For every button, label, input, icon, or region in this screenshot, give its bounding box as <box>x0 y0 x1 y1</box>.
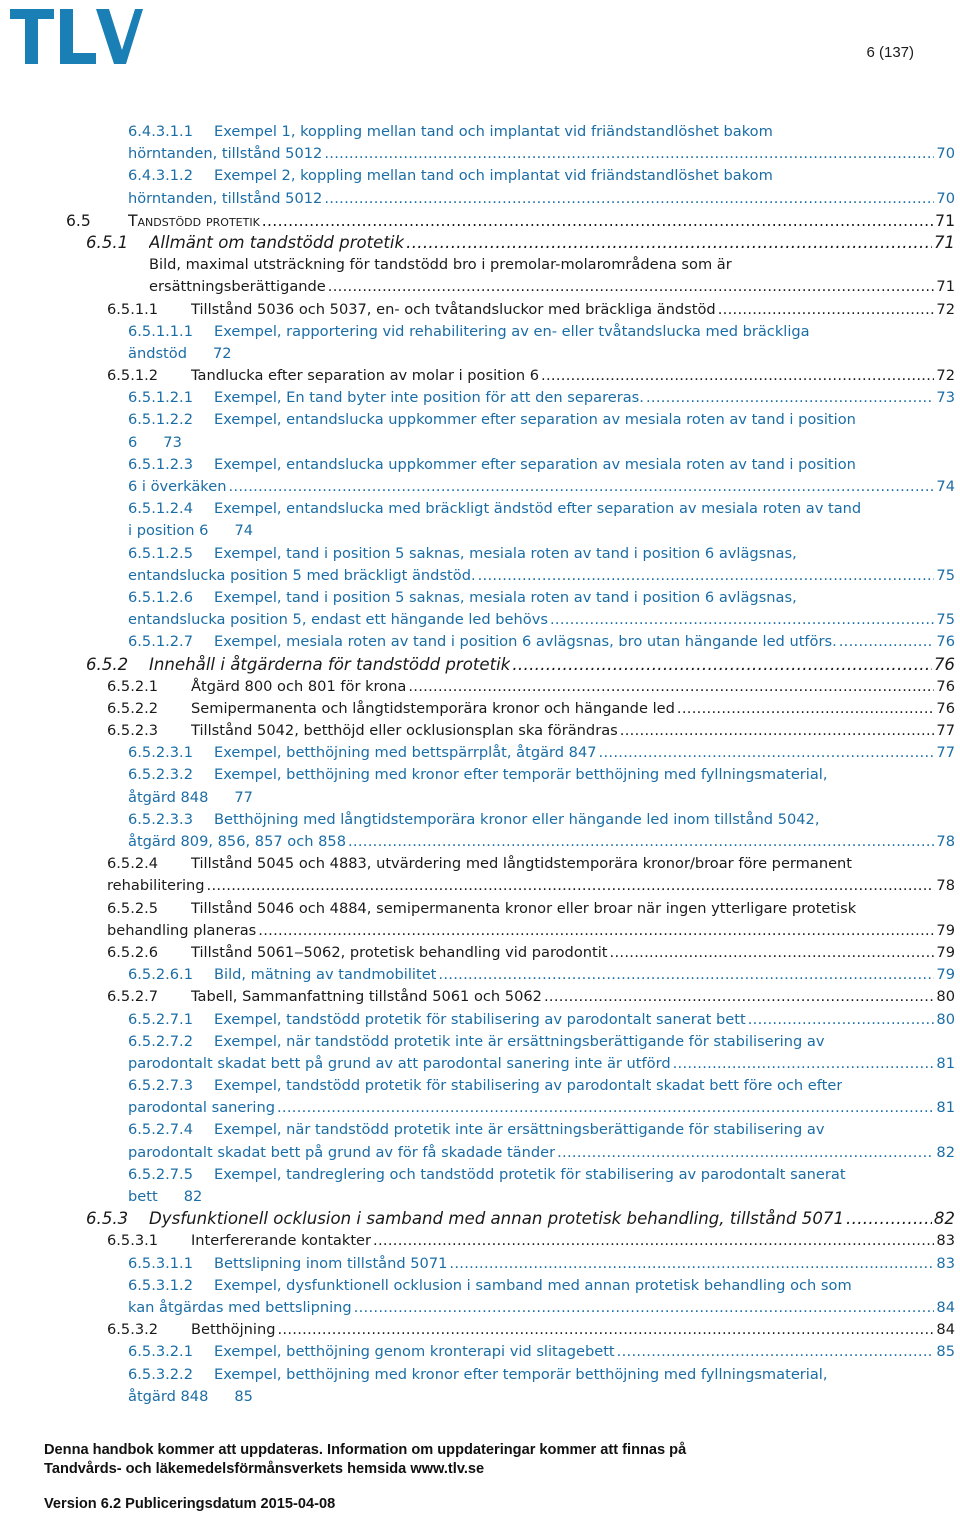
toc-entry-title: Exempel, mesiala roten av tand i position 6 avlägsnas, bro utan hängande led utförs. <box>214 633 837 651</box>
toc-entry[interactable] <box>0 254 960 276</box>
toc-entry-page: 74 <box>234 522 254 540</box>
toc-dot-leader <box>354 1297 935 1319</box>
toc-entry-page: 82 <box>936 1143 955 1161</box>
toc-entry-title: Exempel, tand i position 5 saknas, mesiala roten av tand i position 6 avlägsnas, <box>214 588 797 606</box>
toc-entry-title: Tillstånd 5042, betthöjd eller ocklusionsplan ska förändras <box>191 722 618 740</box>
toc-entry-page: 70 <box>936 145 955 163</box>
toc-entry[interactable] <box>0 676 960 698</box>
toc-entry-title-continued: 6 <box>128 433 138 451</box>
toc-entry-title: Exempel, tand i position 5 saknas, mesiala roten av tand i position 6 avlägsnas, <box>214 544 797 562</box>
toc-entry-title-continued: ersättningsberättigande <box>149 278 326 296</box>
toc-entry-continuation[interactable] <box>0 1386 960 1408</box>
toc-entry-number: 6.5.1.2.4 <box>128 500 193 518</box>
toc-entry-title-continued: hörntanden, tillstånd 5012 <box>128 189 323 207</box>
toc-entry-number: 6.5.2.6 <box>107 943 159 961</box>
toc-dot-leader <box>449 1253 934 1275</box>
toc-dot-leader <box>478 565 935 587</box>
toc-entry-page: 70 <box>936 189 955 207</box>
toc-entry-page: 82 <box>933 1209 955 1229</box>
toc-entry-number: 6.5.3.2 <box>107 1321 159 1339</box>
toc-dot-leader <box>599 742 935 764</box>
toc-entry-page: 75 <box>936 566 955 584</box>
toc-entry-title: Exempel, betthöjning med kronor efter temporär betthöjning med fyllningsmaterial, <box>214 1365 828 1383</box>
toc-entry-title: Exempel 1, koppling mellan tand och implantat vid friändstandlöshet bakom <box>214 123 773 140</box>
toc-entry[interactable] <box>0 498 960 520</box>
toc-entry-number: 6.5.2.3.2 <box>128 766 193 784</box>
toc-entry-title-continued: i position 6 <box>128 522 209 540</box>
tlv-logo <box>8 6 144 66</box>
toc-entry[interactable] <box>0 698 960 720</box>
toc-entry-continuation[interactable] <box>0 831 960 853</box>
toc-entry-title: Innehåll i åtgärderna för tandstödd protetik <box>149 654 511 674</box>
toc-dot-leader <box>748 1009 935 1031</box>
toc-dot-leader <box>620 720 935 742</box>
update-notice-line-1: Denna handbok kommer att uppdateras. Information om uppdateringar kommer att finnas på <box>44 1442 687 1458</box>
toc-entry-title: Tandstödd protetik <box>128 211 260 230</box>
toc-dot-leader <box>373 1230 934 1252</box>
toc-dot-leader <box>544 986 934 1008</box>
toc-entry-title-continued: bett <box>128 1188 158 1205</box>
toc-entry[interactable] <box>0 1031 960 1053</box>
toc-entry-page: 79 <box>936 966 955 984</box>
toc-entry-title: Bild, maximal utsträckning för tandstödd bro i premolar-molarområdena som är <box>149 256 732 274</box>
toc-entry-continuation[interactable] <box>0 875 960 897</box>
toc-entry-page: 83 <box>936 1254 955 1272</box>
toc-entry-title-continued: rehabilitering <box>107 877 205 895</box>
toc-entry[interactable] <box>0 587 960 609</box>
toc-entry-title-continued: parodontal sanering <box>128 1099 275 1117</box>
toc-dot-leader <box>324 188 934 210</box>
toc-dot-leader <box>610 942 935 964</box>
toc-entry-number: 6.5.2.7.3 <box>128 1077 193 1095</box>
toc-entry[interactable] <box>0 1319 960 1341</box>
toc-entry-title: Exempel, när tandstödd protetik inte är ersättningsberättigande för stabilisering av <box>214 1032 825 1050</box>
toc-entry-title: Bild, mätning av tandmobilitet <box>214 966 437 984</box>
toc-entry-title-continued: parodontalt skadat bett på grund av för få skadade tänder <box>128 1143 556 1161</box>
toc-entry[interactable] <box>0 1009 960 1031</box>
toc-entry[interactable] <box>0 898 960 920</box>
toc-entry-title-continued: åtgärd 809, 856, 857 och 858 <box>128 833 346 850</box>
toc-dot-leader <box>328 276 935 298</box>
toc-entry-number: 6.5.2.7.1 <box>128 1010 193 1028</box>
toc-entry-page: 81 <box>936 1054 955 1072</box>
toc-entry[interactable] <box>0 210 960 232</box>
toc-entry-page: 72 <box>936 367 955 385</box>
toc-entry[interactable] <box>0 631 960 653</box>
toc-entry-title: Tillstånd 5046 och 4884, semipermanenta kronor eller broar när ingen ytterligare protetisk <box>191 899 857 917</box>
toc-entry-continuation[interactable] <box>0 343 960 365</box>
toc-entry-title: Dysfunktionell ocklusion i samband med annan protetisk behandling, tillstånd 5071 <box>149 1209 845 1229</box>
toc-entry-number: 6.5.3.1.1 <box>128 1254 193 1272</box>
toc-entry-title: Exempel 2, koppling mellan tand och implantat vid friändstandlöshet bakom <box>214 167 773 185</box>
toc-dot-leader <box>408 676 934 698</box>
toc-entry-number: 6.4.3.1.1 <box>128 123 193 140</box>
toc-entry-page: 76 <box>933 654 955 674</box>
toc-entry-number: 6.5.1.2.5 <box>128 544 193 562</box>
toc-entry[interactable] <box>0 986 960 1008</box>
toc-dot-leader <box>512 654 932 676</box>
toc-entry-continuation[interactable] <box>0 565 960 587</box>
toc-entry[interactable] <box>0 121 960 143</box>
toc-dot-leader <box>207 875 935 897</box>
toc-entry-title: Tillstånd 5036 och 5037, en- och tvåtandsluckor med bräckliga ändstöd <box>191 300 716 318</box>
toc-entry-title: Tandlucka efter separation av molar i position 6 <box>191 367 540 385</box>
toc-entry[interactable] <box>0 942 960 964</box>
toc-entry-title-continued: hörntanden, tillstånd 5012 <box>128 145 323 163</box>
toc-entry-continuation[interactable] <box>0 609 960 631</box>
toc-entry[interactable] <box>0 165 960 187</box>
toc-entry-page: 77 <box>936 744 955 762</box>
toc-entry[interactable] <box>0 720 960 742</box>
toc-entry-title: Tillstånd 5045 och 4883, utvärdering med långtidstemporära kronor/broar före permanent <box>191 855 853 873</box>
toc-entry-title: Betthöjning med långtidstemporära kronor eller hängande led inom tillstånd 5042, <box>214 810 820 828</box>
toc-entry[interactable] <box>0 1364 960 1386</box>
toc-entry-title: Åtgärd 800 och 801 för krona <box>191 677 407 695</box>
toc-entry-page: 76 <box>936 677 955 695</box>
toc-entry-title: Exempel, dysfunktionell ocklusion i samband med annan protetisk behandling och som <box>214 1276 852 1294</box>
toc-entry-number: 6.5.2.2 <box>107 699 159 717</box>
toc-entry-number: 6.5.2.3.3 <box>128 810 193 828</box>
toc-entry-page: 77 <box>234 788 253 806</box>
table-of-contents <box>0 121 960 1408</box>
toc-entry-number: 6.5.3.2.1 <box>128 1343 193 1361</box>
toc-dot-leader <box>718 299 935 321</box>
toc-entry-number: 6.5.2 <box>86 654 129 674</box>
toc-dot-leader <box>677 698 935 720</box>
toc-entry-title: Exempel, entandslucka uppkommer efter separation av mesiala roten av tand i position <box>214 455 856 473</box>
toc-entry-page: 80 <box>936 988 955 1006</box>
toc-entry[interactable] <box>0 409 960 431</box>
toc-entry-page: 83 <box>936 1232 955 1250</box>
toc-entry-continuation[interactable] <box>0 276 960 298</box>
toc-entry[interactable] <box>0 232 960 254</box>
toc-entry-number: 6.5.2.5 <box>107 899 159 917</box>
toc-entry-title-continued: 6 i överkäken <box>128 478 227 495</box>
toc-entry-number: 6.5.3.2.2 <box>128 1365 193 1383</box>
toc-entry-number: 6.5.2.7.5 <box>128 1165 193 1183</box>
toc-entry-page: 78 <box>936 877 955 895</box>
toc-entry-continuation[interactable] <box>0 143 960 165</box>
toc-entry-page: 81 <box>936 1099 955 1117</box>
toc-entry-number: 6.5.3 <box>86 1209 129 1229</box>
toc-entry-title: Exempel, betthöjning med bettspärrplåt, åtgärd 847 <box>214 744 597 762</box>
toc-dot-leader <box>348 831 934 853</box>
toc-entry[interactable] <box>0 321 960 343</box>
toc-entry-continuation[interactable] <box>0 787 960 809</box>
toc-entry[interactable] <box>0 764 960 786</box>
toc-entry-number: 6.5.1.2.7 <box>128 633 193 651</box>
toc-entry-title-continued: kan åtgärdas med bettslipning <box>128 1298 352 1316</box>
toc-entry-number: 6.5.3.1.2 <box>128 1276 193 1294</box>
toc-entry-number: 6.5.2.7.2 <box>128 1032 193 1050</box>
toc-entry[interactable] <box>0 1275 960 1297</box>
toc-entry-continuation[interactable] <box>0 476 960 498</box>
toc-entry[interactable] <box>0 1164 960 1186</box>
toc-entry-number: 6.5.2.3 <box>107 722 159 740</box>
toc-entry-title: Exempel, tandreglering och tandstödd protetik för stabilisering av parodontalt sanerat <box>214 1165 846 1183</box>
toc-dot-leader <box>550 609 934 631</box>
toc-entry-title-continued: behandling planeras <box>107 921 257 939</box>
toc-entry-number: 6.5.1.1 <box>107 300 159 318</box>
toc-entry-number: 6.5.3.1 <box>107 1232 159 1250</box>
update-notice <box>44 1441 686 1479</box>
toc-dot-leader <box>277 1097 934 1119</box>
toc-dot-leader <box>258 920 934 942</box>
toc-entry-number: 6.5.2.1 <box>107 677 159 695</box>
toc-entry-number: 6.5.2.6.1 <box>128 966 193 984</box>
toc-entry-title: Interfererande kontakter <box>191 1232 372 1250</box>
toc-entry[interactable] <box>0 654 960 676</box>
toc-entry-title: Allmänt om tandstödd protetik <box>149 232 405 252</box>
page-number: 6 (137) <box>866 44 914 61</box>
toc-entry-title: Tabell, Sammanfattning tillstånd 5061 och 5062 <box>191 988 542 1006</box>
toc-entry-title: Bettslipning inom tillstånd 5071 <box>214 1254 448 1272</box>
toc-dot-leader <box>406 232 932 254</box>
toc-entry-number: 6.5.1.1.1 <box>128 322 193 340</box>
toc-entry-number: 6.5.1.2.1 <box>128 389 193 407</box>
toc-entry-title: Exempel, när tandstödd protetik inte är ersättningsberättigande för stabilisering av <box>214 1121 825 1139</box>
toc-entry-title-continued: åtgärd 848 <box>128 788 209 806</box>
toc-dot-leader <box>438 964 934 986</box>
toc-entry-page: 71 <box>933 232 955 252</box>
toc-entry-page: 79 <box>936 943 955 961</box>
toc-entry-continuation[interactable] <box>0 1097 960 1119</box>
toc-entry-page: 73 <box>163 433 182 451</box>
toc-entry[interactable] <box>0 365 960 387</box>
toc-entry-title-continued: entandslucka position 5 med bräckligt ändstöd. <box>128 566 476 584</box>
toc-entry-page: 85 <box>936 1343 955 1361</box>
toc-entry-number: 6.5.2.4 <box>107 855 159 873</box>
toc-entry-continuation[interactable] <box>0 1297 960 1319</box>
version-info: Version 6.2 Publiceringsdatum 2015-04-08 <box>44 1496 336 1512</box>
toc-entry-number: 6.5.1.2.6 <box>128 588 193 606</box>
toc-entry-number: 6.5.1 <box>86 232 129 252</box>
toc-entry-number: 6.5.2.7.4 <box>128 1121 193 1139</box>
toc-entry-page: 78 <box>936 833 955 850</box>
toc-entry-page: 71 <box>936 278 955 296</box>
toc-entry-page: 72 <box>936 300 955 318</box>
toc-entry-page: 71 <box>935 211 955 230</box>
toc-entry-page: 73 <box>936 389 955 407</box>
toc-dot-leader <box>324 143 934 165</box>
toc-dot-leader <box>557 1142 934 1164</box>
toc-dot-leader <box>646 387 934 409</box>
toc-entry-number: 6.5 <box>66 211 91 230</box>
toc-entry[interactable] <box>0 1253 960 1275</box>
toc-entry-title: Exempel, betthöjning med kronor efter temporär betthöjning med fyllningsmaterial, <box>214 766 828 784</box>
toc-entry-title: Exempel, entandslucka med bräckligt ändstöd efter separation av mesiala roten av tand <box>214 500 862 518</box>
toc-entry-page: 82 <box>183 1188 203 1205</box>
toc-entry-title: Semipermanenta och långtidstemporära kronor och hängande led <box>191 699 675 717</box>
toc-entry-title: Exempel, entandslucka uppkommer efter separation av mesiala roten av tand i position <box>214 411 856 429</box>
toc-entry[interactable] <box>0 964 960 986</box>
toc-entry-title: Exempel, tandstödd protetik för stabilisering av parodontalt skadat bett före och efter <box>214 1077 843 1095</box>
toc-entry-page: 84 <box>936 1321 955 1339</box>
toc-entry-continuation[interactable] <box>0 920 960 942</box>
toc-entry-continuation[interactable] <box>0 1186 960 1208</box>
toc-entry-number: 6.5.2.7 <box>107 988 159 1006</box>
toc-entry[interactable] <box>0 299 960 321</box>
toc-entry-number: 6.5.2.3.1 <box>128 744 193 762</box>
toc-dot-leader <box>541 365 934 387</box>
toc-entry-title: Exempel, tandstödd protetik för stabilisering av parodontalt sanerat bett <box>214 1010 746 1028</box>
toc-entry-page: 80 <box>936 1010 955 1028</box>
toc-entry-continuation[interactable] <box>0 432 960 454</box>
toc-entry-continuation[interactable] <box>0 188 960 210</box>
toc-entry-page: 76 <box>936 699 955 717</box>
toc-entry-title: Exempel, betthöjning genom kronterapi vid slitagebett <box>214 1343 615 1361</box>
toc-entry-title: Betthöjning <box>191 1321 276 1339</box>
toc-entry-title-continued: ändstöd <box>128 344 187 362</box>
toc-entry-title: Exempel, rapportering vid rehabilitering av en- eller tvåtandslucka med bräckliga <box>214 322 810 340</box>
toc-dot-leader <box>228 476 934 498</box>
toc-dot-leader <box>846 1208 932 1230</box>
toc-entry[interactable] <box>0 1230 960 1252</box>
toc-entry[interactable] <box>0 454 960 476</box>
toc-entry-page: 75 <box>936 611 955 629</box>
toc-entry[interactable] <box>0 742 960 764</box>
toc-entry-number: 6.5.1.2.3 <box>128 455 193 473</box>
toc-entry-page: 79 <box>936 921 955 939</box>
toc-dot-leader <box>617 1341 935 1363</box>
toc-entry-title-continued: entandslucka position 5, endast ett hängande led behövs <box>128 611 548 629</box>
toc-entry[interactable] <box>0 1119 960 1141</box>
toc-entry-page: 77 <box>936 722 955 740</box>
toc-entry-continuation[interactable] <box>0 520 960 542</box>
toc-entry[interactable] <box>0 1341 960 1363</box>
toc-entry[interactable] <box>0 853 960 875</box>
toc-entry-title-continued: parodontalt skadat bett på grund av att parodontal sanering inte är utförd <box>128 1054 671 1072</box>
toc-entry-number: 6.4.3.1.2 <box>128 167 193 185</box>
toc-dot-leader <box>262 210 933 232</box>
toc-entry-title: Exempel, En tand byter inte position för att den separeras. <box>214 389 644 407</box>
toc-entry[interactable] <box>0 1208 960 1230</box>
toc-entry-title: Tillstånd 5061‒5062, protetisk behandling vid parodontit <box>191 943 608 961</box>
toc-entry-continuation[interactable] <box>0 1053 960 1075</box>
toc-entry-number: 6.5.1.2.2 <box>128 411 193 429</box>
toc-entry[interactable] <box>0 387 960 409</box>
toc-entry[interactable] <box>0 1075 960 1097</box>
toc-entry[interactable] <box>0 809 960 831</box>
toc-entry-page: 72 <box>212 344 232 362</box>
toc-dot-leader <box>277 1319 934 1341</box>
toc-dot-leader <box>673 1053 935 1075</box>
toc-entry-page: 84 <box>936 1298 955 1316</box>
toc-entry-title-continued: åtgärd 848 <box>128 1387 209 1405</box>
toc-entry-continuation[interactable] <box>0 1142 960 1164</box>
update-notice-line-2: Tandvårds- och läkemedelsförmånsverkets hemsida www.tlv.se <box>44 1461 485 1477</box>
toc-entry[interactable] <box>0 543 960 565</box>
toc-entry-page: 85 <box>234 1387 253 1405</box>
toc-dot-leader <box>839 631 935 653</box>
toc-entry-number: 6.5.1.2 <box>107 367 159 385</box>
toc-entry-page: 76 <box>936 633 955 651</box>
toc-entry-page: 74 <box>936 478 955 495</box>
